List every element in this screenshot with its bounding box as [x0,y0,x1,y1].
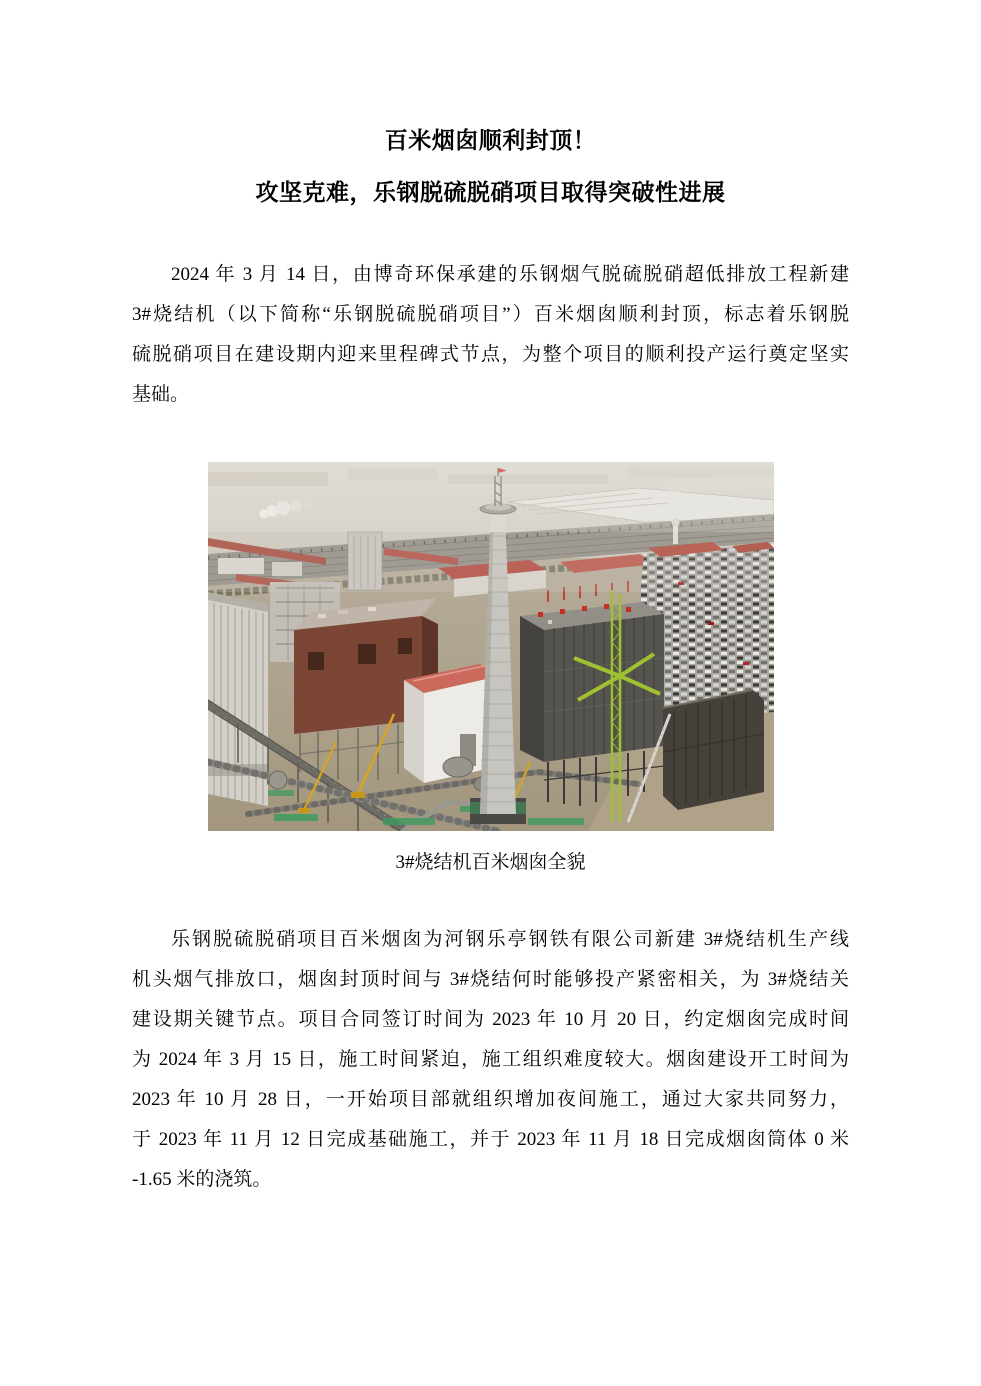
paragraph-line: 2023 年 10 月 28 日，一开始项目部就组织增加夜间施工，通过大家共同努力， [132,1089,849,1110]
paragraph-line: -1.65 米的浇筑。 [132,1169,272,1190]
aerial-photo [208,462,774,831]
paragraph-1 [132,255,849,415]
steel-panel-structure [663,690,764,810]
aerial-photo-figure [132,462,849,876]
paragraph-line: 3#烧结机（以下简称“乐钢脱硫脱硝项目”）百米烟囱顺利封顶，标志着乐钢脱 [132,304,849,325]
document-subtitle: 攻坚克难，乐钢脱硫脱硝项目取得突破性进展 [255,180,726,205]
paragraph-line: 2024 年 3 月 14 日，由博奇环保承建的乐钢烟气脱硫脱硝超低排放工程新建 [171,264,849,285]
paragraph-2 [132,920,849,1200]
paragraph-line: 机头烟气排放口，烟囱封顶时间与 3#烧结何时能够投产紧密相关，为 3#烧结关 [132,969,849,990]
paragraph-line: 于 2023 年 11 月 12 日完成基础施工，并于 2023 年 11 月 18 日完成烟囱筒体 0 米 [132,1129,849,1150]
aerial-photo-svg [208,462,774,831]
paragraph-line: 建设期关键节点。项目合同签订时间为 2023 年 10 月 20 日，约定烟囱完成时间 [132,1009,849,1030]
haze-overlay [208,462,774,532]
paragraph-line: 基础。 [132,384,190,405]
photo-caption: 3#烧结机百米烟囱全貌 [395,852,586,873]
paragraph-line: 为 2024 年 3 月 15 日，施工时间紧迫，施工组织难度较大。烟囱建设开工时间为 [132,1049,849,1070]
haze-overlay [208,532,774,592]
paragraph-line: 乐钢脱硫脱硝项目百米烟囱为河钢乐亭钢铁有限公司新建 3#烧结机生产线 [171,929,849,950]
paragraph-line: 硫脱硝项目在建设期内迎来里程碑式节点，为整个项目的顺利投产运行奠定坚实 [132,344,849,365]
document-title: 百米烟囱顺利封顶！ [384,128,597,153]
